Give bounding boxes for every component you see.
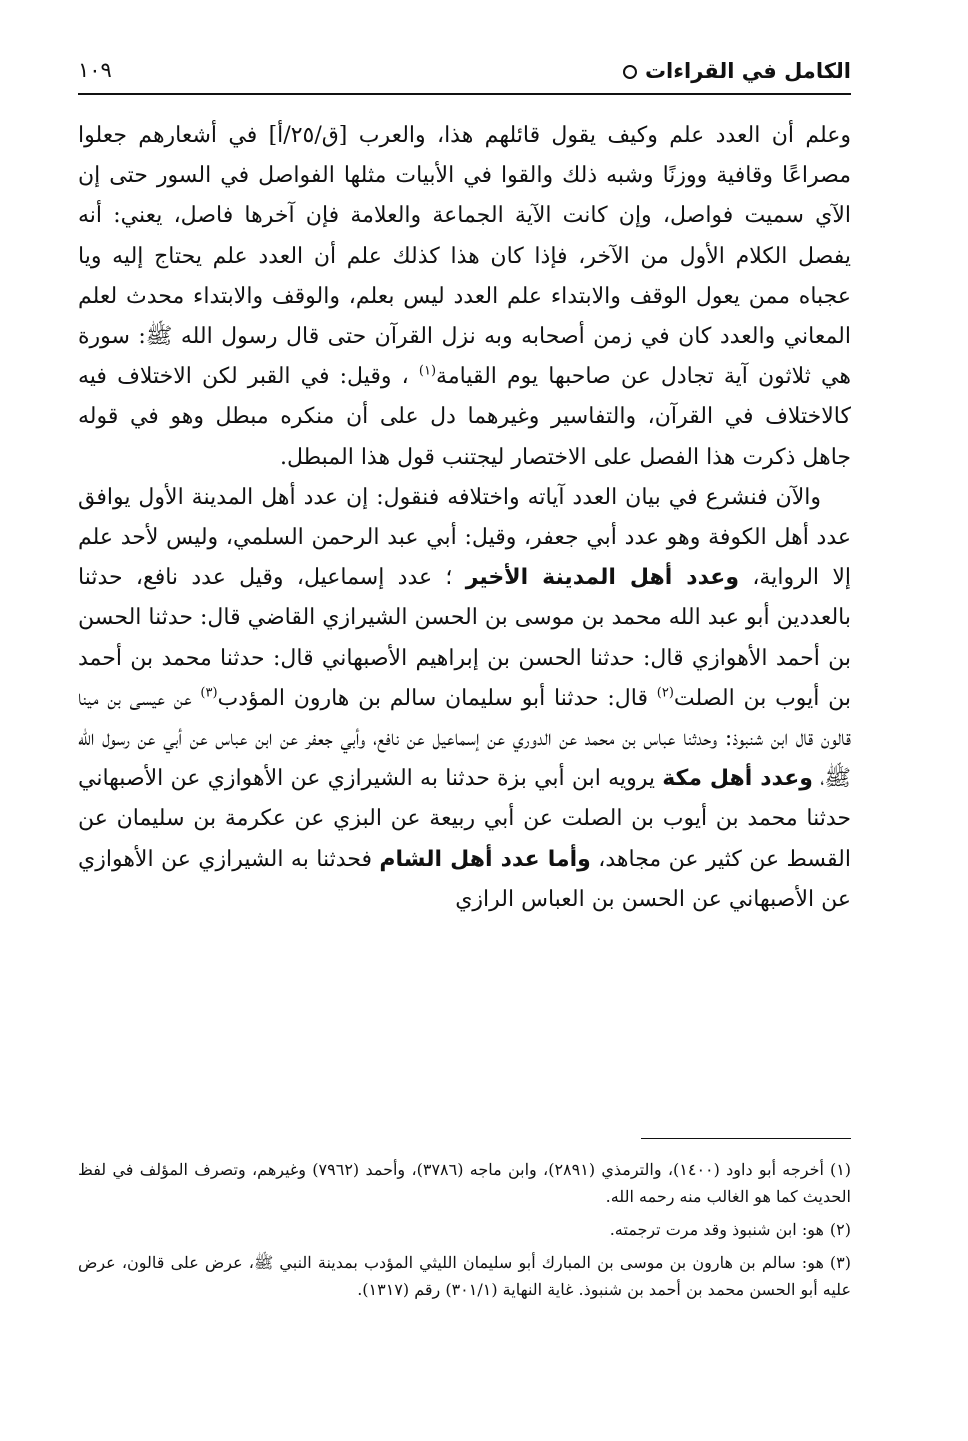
bold-heading-sham: وأما عدد أهل الشام (379, 846, 591, 872)
text-run: ؛ عدد إسماعيل، وقيل عدد نافع، حدثنا بالعددين أبو عبد الله محمد بن موسى بن الحسن الشيرازي القاضي قال: حدثنا الحسن بن أحمد الأهوازي قال: حدثنا الحسن بن إبراهيم الأصبهاني قال: حدثنا محمد بن أحمد بن أيوب بن الصلت (78, 565, 851, 711)
footnote-3 (78, 1249, 851, 1303)
main-text (78, 116, 851, 920)
text-run: يرويه ابن أبي بزة حدثنا به الشيرازي عن الأهوازي عن الأصبهاني حدثنا محمد بن أيوب بن الصلت عن أبي ربيعة عن البزي عن عكرمة بن سليمان عن القسط عن كثير عن مجاهد، (78, 766, 851, 872)
footnote-ref-2: (٢) (656, 685, 674, 701)
book-page (78, 40, 851, 1410)
bold-heading-madina-last: وعدد أهل المدينة الأخير (465, 565, 740, 591)
text-run: وعلم أن العدد علم وكيف يقول قائلهم هذا، والعرب [ق/٢٥/أ] في أشعارهم جعلوا مصراعًا وقافية ووزنًا وشبه ذلك والقوا في الأبيات مثلها الفواصل في السور حتى إن الآي سميت فواصل، وإن كانت الآية الجماعة والعلامة فإن آخرها فاصل، يعني: أنه يفصل الكلام الأول من الآخر، فإذا كان هذا كذلك علم أن العدد علم يحتاج إليه ويا عجباه ممن يعول الوقف والابتداء علم العدد ليس بعلم، والوقف والابتداء محدث لعلم المعاني والعدد كان في زمن أصحابه وبه نزل القرآن حتى قال رسول الله ﷺ: سورة هي ثلاثون آية تجادل عن صاحبها يوم القيامة (78, 123, 851, 390)
text-run: عن عيسى بن مينا قالون قال ابن شنبوذ: وحدثنا عباس بن محمد عن الدوري عن إسماعيل عن نافع، وأبي جعفر عن ابن عباس عن أبي عن رسول الله ﷺ، (78, 685, 851, 792)
footnote-1 (78, 1156, 851, 1210)
footnote-text: هو: سالم بن هارون بن موسى بن المبارك أبو سليمان الليثي المؤدب بمدينة النبي ﷺ، عرض على قالون، عرض عليه أبو الحسن محمد بن أحمد بن شنبوذ. غاية النهاية (٣٠١/١) رقم (١٣١٧). (78, 1253, 851, 1299)
running-title (623, 61, 851, 90)
page-header (78, 40, 851, 90)
footnote-divider (641, 1138, 851, 1139)
footnotes (78, 1156, 851, 1309)
circle-ornament-icon (623, 65, 637, 79)
bold-heading-makkah: وعدد أهل مكة (662, 766, 813, 792)
text-run: والآن فنشرع في بيان العدد آياته واختلافه فنقول: إن عدد أهل المدينة الأول يوافق عدد أهل الكوفة وهو عدد أبي جعفر، وقيل: أبي عبد الرحمن السلمي، وليس لأحد علم إلا الرواية، (78, 484, 851, 591)
text-run: قال: حدثنا أبو سليمان سالم بن هارون المؤدب (217, 685, 649, 711)
footnote-number: (٢) (829, 1220, 851, 1239)
paragraph-1 (78, 116, 851, 478)
text-run: فحدثنا به الشيرازي عن الأهوازي عن الأصبهاني عن الحسن بن العباس الرازي (78, 846, 851, 912)
footnote-number: (١) (829, 1160, 852, 1179)
footnote-2 (78, 1216, 851, 1243)
footnote-text: هو: ابن شنبوذ وقد مرت ترجمته. (609, 1220, 824, 1239)
page-number: ١٠٩ (78, 58, 112, 82)
footnote-ref-3: (٣) (200, 685, 218, 701)
header-divider (78, 93, 851, 95)
footnote-text: أخرجه أبو داود (١٤٠٠)، والترمذي (٢٨٩١)، وابن ماجه (٣٧٨٦)، وأحمد (٧٩٦٢) وغيرهم، وتصرف المؤلف في لفظ الحديث كما هو الغالب منه رحمه الله. (78, 1160, 851, 1206)
footnote-number: (٣) (829, 1253, 851, 1272)
text-run: ، وقيل: في القبر لكن الاختلاف فيه كالاختلاف في القرآن، والتفاسير وغيرهما دل على أن منكره مبطل وهو في قوله جاهل ذكرت هذا الفصل على الاختصار ليجتنب قول هذا المبطل. (78, 364, 851, 470)
running-title-text: الكامل في القراءات (644, 59, 851, 83)
footnote-ref-1: (١) (418, 363, 437, 379)
paragraph-2 (78, 478, 851, 920)
